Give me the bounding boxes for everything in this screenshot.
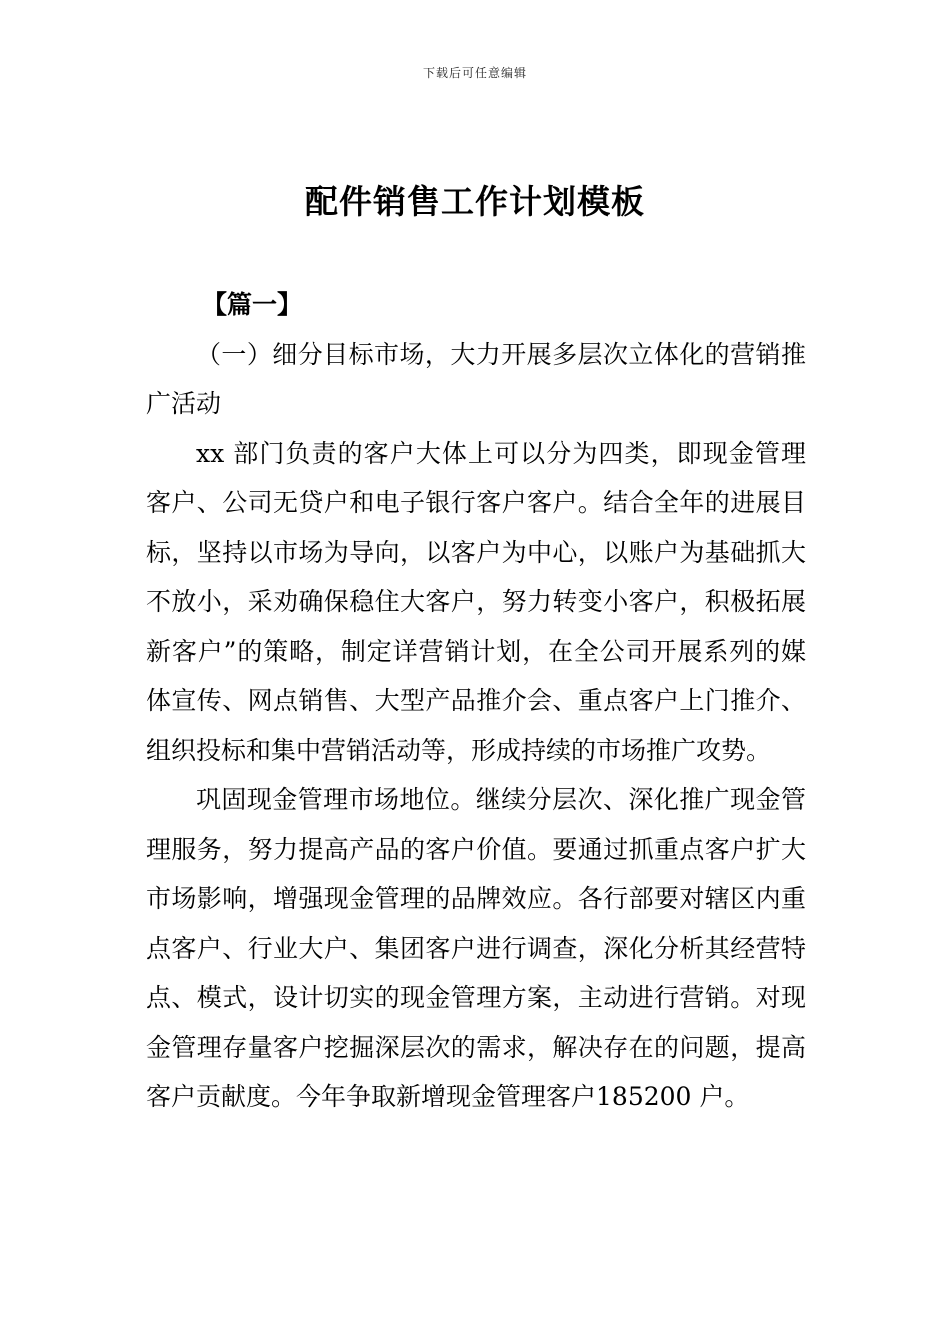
document-body [146,280,806,1122]
section-label: 【篇一】 [202,290,303,319]
paragraph-cash-management: 巩固现金管理市场地位。继续分层次、深化推广现金管理服务，努力提高产品的客户价值。要通过抓重点客户扩大市场影响，增强现金管理的品牌效应。各行部要对辖区内重点客户、行业大户、集团客户进行调查，深化分析其经营特点、模式，设计切实的现金管理方案，主动进行营销。对现金管理存量客户挖掘深层次的需求，解决存在的问题，提高客户贡献度。今年争取新增现金管理客户185200 户。 [146,785,806,1111]
page-header-note: 下载后可任意编辑 [422,66,527,80]
paragraph-customers: xx 部门负责的客户大体上可以分为四类，即现金管理客户、公司无贷户和电子银行客户客户。结合全年的进展目标，坚持以市场为导向，以客户为中心，以账户为基础抓大不放小，采劝确保稳住大客户，努力转变小客户，积极拓展新客户”的策略，制定详营销计划，在全公司开展系列的媒体宣传、网点销售、大型产品推介会、重点客户上门推介、组织投标和集中营销活动等，形成持续的市场推广攻势。 [146,438,806,765]
document-title: 配件销售工作计划模板 [305,182,645,221]
paragraph-subheading: （一）细分目标市场，大力开展多层次立体化的营销推广活动 [146,339,806,418]
